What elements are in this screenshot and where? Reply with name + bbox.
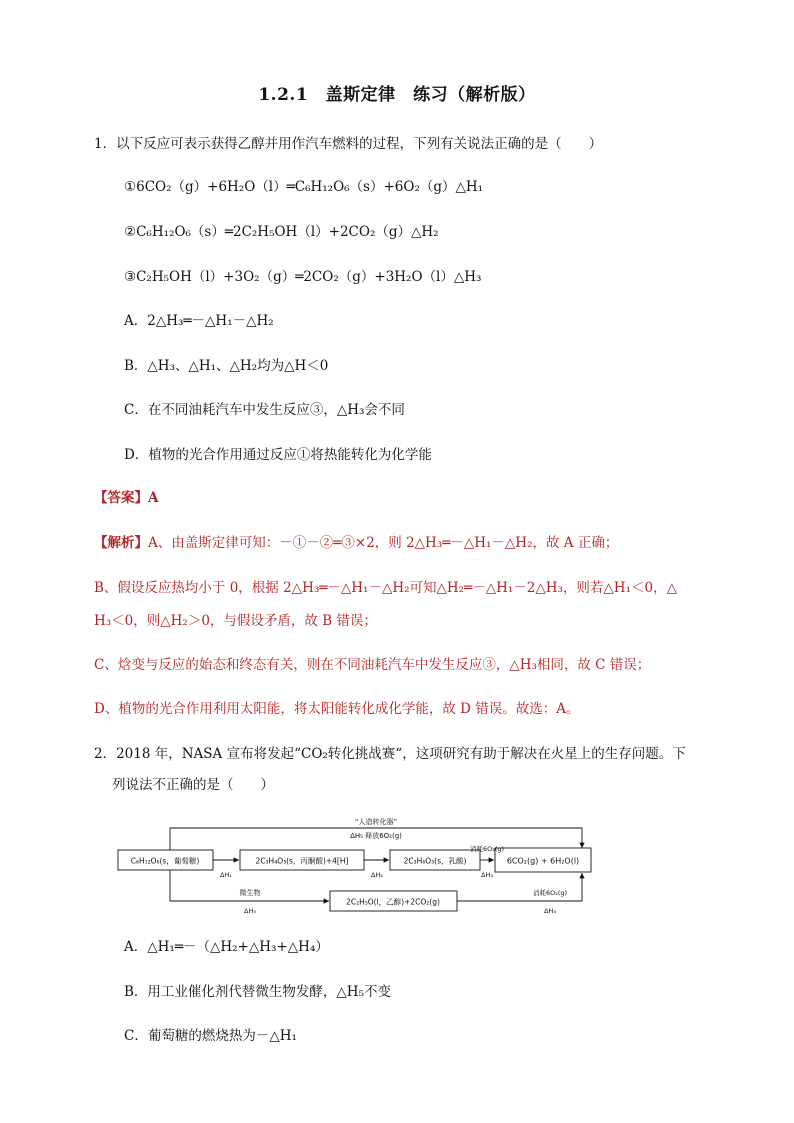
q1-explanation-4: D、植物的光合作用利用太阳能，将太阳能转化成化学能，故 D 错误。故选：A。: [94, 701, 580, 717]
microbe-dh-label: ΔH₅: [244, 907, 256, 915]
arrow-dh3-top: 消耗6O₂(g): [469, 845, 505, 853]
q1-reaction-3: ③C₂H₅OH（l）+3O₂（g）═2CO₂（g）+3H₂O（l）△H₃: [124, 269, 482, 285]
q2-option-a: A．△H₁═－（△H₂+△H₃+△H₄）: [124, 939, 329, 955]
arrow-dh3-label: ΔH₃: [481, 871, 493, 879]
q1-explanation-1: [94, 534, 618, 552]
q2-stem-line2: 列说法不正确的是（ ）: [112, 777, 274, 793]
top-label-1: “人造转化器”: [354, 818, 398, 826]
q1-answer: 【答案】A: [94, 490, 159, 506]
top-label-2: ΔH₅ 释放6O₂(g): [350, 832, 402, 840]
q1-explanation-2a: B、假设反应热均小于 0，根据 2△H₃═－△H₁－△H₂可知△H₂═－△H₁－2△H₃，则若△H₁＜0，△: [94, 580, 677, 596]
q1-option-a: A．2△H₃═－△H₁－△H₂: [124, 313, 274, 329]
arrow-dh4-label: ΔH₄: [544, 907, 556, 915]
q1-option-b: B．△H₃、△H₁、△H₂均为△H＜0: [124, 358, 329, 374]
box-glucose-label: C₆H₁₂O₆(s，葡萄糖): [130, 856, 200, 866]
explanation-label: 【解析】: [94, 535, 148, 551]
box-products-label: 6CO₂(g) + 6H₂O(l): [506, 856, 580, 866]
reaction-pathway-diagram: [115, 818, 595, 918]
q1-stem: 1．以下反应可表示获得乙醇并用作汽车燃料的过程，下列有关说法正确的是（ ）: [94, 136, 603, 152]
q1-option-c: C．在不同油耗汽车中发生反应③，△H₃会不同: [124, 402, 405, 418]
q2-stem-line1: 2．2018 年，NASA 宣布将发起“CO₂转化挑战赛“，这项研究有助于解决在火星上的生存问题。下: [94, 746, 686, 762]
box-pyruvate-label: 2C₃H₄O₃(s，丙酮酸)+4[H]: [255, 856, 349, 866]
q1-explanation-2b: H₃＜0，则△H₂＞0，与假设矛盾，故 B 错误；: [94, 613, 377, 629]
q1-explanation-3: C、焓变与反应的始态和终态有关，则在不同油耗汽车中发生反应③，△H₃相同，故 C 错误；: [94, 657, 651, 673]
q2-option-b: B．用工业催化剂代替微生物发酵，△H₅不变: [124, 984, 391, 1000]
arrow-dh4-top: 消耗6O₂(g): [532, 889, 568, 897]
q1-reaction-1: ①6CO₂（g）+6H₂O（l）═C₆H₁₂O₆（s）+6O₂（g）△H₁: [124, 179, 484, 195]
box-ethanol-label: 2C₂H₅O(l，乙醇)+2CO₂(g): [346, 897, 440, 907]
arrow-dh2-label: ΔH₂: [371, 871, 383, 879]
microbe-label: 微生物: [239, 889, 261, 897]
q1-option-d: D．植物的光合作用通过反应①将热能转化为化学能: [124, 447, 432, 463]
page-title: 1.2.1 盖斯定律 练习（解析版）: [258, 85, 536, 105]
arrow-dh1-label: ΔH₁: [220, 871, 232, 879]
box-lactic-acid-label: 2C₃H₆O₃(s，乳酸): [403, 856, 467, 866]
explanation-text: A、由盖斯定律可知：－①－②═③×2，则 2△H₃═－△H₁－△H₂，故 A 正确；: [148, 535, 619, 551]
q1-reaction-2: ②C₆H₁₂O₆（s）═2C₂H₅OH（l）+2CO₂（g）△H₂: [124, 224, 439, 240]
q2-option-c: C．葡萄糖的燃烧热为－△H₁: [124, 1028, 297, 1044]
